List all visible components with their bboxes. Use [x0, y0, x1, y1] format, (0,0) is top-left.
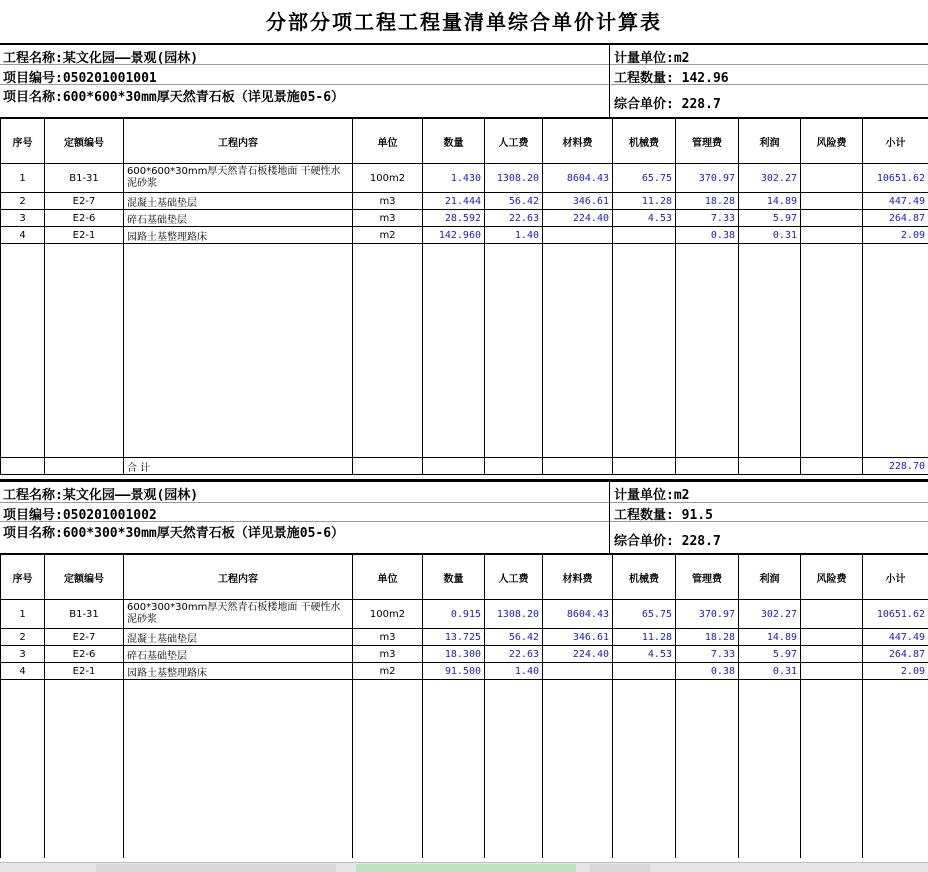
empty-cell[interactable] [676, 458, 739, 475]
cell-subtotal[interactable]: 447.49 [863, 629, 928, 646]
cell-profit[interactable]: 0.31 [739, 663, 801, 680]
cell-code[interactable]: E2-7 [45, 629, 124, 646]
col-header: 定额编号 [45, 119, 124, 164]
empty-cell[interactable] [863, 680, 928, 858]
empty-cell[interactable] [801, 458, 863, 475]
cell-code[interactable]: E2-6 [45, 210, 124, 227]
cell-unit[interactable]: 100m2 [353, 164, 423, 193]
cell-no[interactable]: 1 [1, 164, 45, 193]
table-row [1, 646, 928, 663]
cell-mgmt[interactable]: 0.38 [676, 227, 739, 244]
cell-labor[interactable]: 1.40 [485, 663, 543, 680]
table-row [1, 210, 928, 227]
col-header: 数量 [423, 119, 485, 164]
work-quantity: 工程数量: 91.5 [614, 504, 713, 523]
cell-unit[interactable]: m3 [353, 646, 423, 663]
cell-machine[interactable]: 65.75 [613, 600, 676, 629]
cell-content[interactable]: 园路土基整理路床 [124, 227, 353, 244]
col-header: 利润 [739, 119, 801, 164]
cell-profit[interactable]: 0.31 [739, 227, 801, 244]
cell-labor[interactable]: 22.63 [485, 646, 543, 663]
table-row [1, 227, 928, 244]
cell-mgmt[interactable]: 0.38 [676, 663, 739, 680]
cell-mgmt[interactable]: 18.28 [676, 193, 739, 210]
cell-material[interactable]: 8604.43 [543, 600, 613, 629]
cell-no[interactable]: 4 [1, 663, 45, 680]
empty-cell[interactable] [353, 244, 423, 458]
total-row [1, 458, 928, 475]
empty-cell[interactable] [423, 458, 485, 475]
empty-cell[interactable] [124, 244, 353, 458]
cell-machine[interactable] [613, 663, 676, 680]
empty-cell[interactable] [485, 458, 543, 475]
col-header: 机械费 [613, 555, 676, 600]
empty-cell[interactable] [45, 458, 124, 475]
cell-content[interactable]: 碎石基础垫层 [124, 646, 353, 663]
cell-unit[interactable]: m3 [353, 629, 423, 646]
cell-content[interactable]: 600*300*30mm厚天然青石板楼地面 干硬性水泥砂浆 [124, 600, 353, 629]
cell-qty[interactable]: 142.960 [423, 227, 485, 244]
col-header: 单位 [353, 555, 423, 600]
cell-risk[interactable] [801, 600, 863, 629]
empty-cell[interactable] [543, 244, 613, 458]
cell-mgmt[interactable]: 7.33 [676, 210, 739, 227]
empty-cell[interactable] [613, 244, 676, 458]
cell-no[interactable]: 2 [1, 629, 45, 646]
header-border-top [0, 43, 928, 45]
empty-row [1, 680, 928, 858]
cell-mgmt[interactable]: 370.97 [676, 600, 739, 629]
col-header: 人工费 [485, 555, 543, 600]
cell-unit[interactable]: m2 [353, 663, 423, 680]
cell-risk[interactable] [801, 193, 863, 210]
cell-labor[interactable]: 1308.20 [485, 164, 543, 193]
cell-subtotal[interactable]: 264.87 [863, 210, 928, 227]
cell-profit[interactable]: 302.27 [739, 164, 801, 193]
cell-profit[interactable]: 302.27 [739, 600, 801, 629]
col-header: 单位 [353, 119, 423, 164]
empty-cell[interactable] [45, 244, 124, 458]
table-header-row [1, 119, 928, 164]
empty-cell[interactable] [676, 680, 739, 858]
col-header: 管理费 [676, 119, 739, 164]
cell-subtotal[interactable]: 264.87 [863, 646, 928, 663]
cell-machine[interactable]: 65.75 [613, 164, 676, 193]
table-header-row [1, 555, 928, 600]
cell-profit[interactable]: 5.97 [739, 646, 801, 663]
comprehensive-unit-price: 综合单价: 228.7 [614, 530, 721, 549]
col-header: 人工费 [485, 119, 543, 164]
cell-content[interactable]: 混凝土基础垫层 [124, 193, 353, 210]
empty-cell[interactable] [45, 680, 124, 858]
cell-unit[interactable]: m2 [353, 227, 423, 244]
cell-subtotal[interactable]: 2.09 [863, 663, 928, 680]
col-header: 工程内容 [124, 119, 353, 164]
cell-material[interactable]: 346.61 [543, 193, 613, 210]
cell-no[interactable]: 4 [1, 227, 45, 244]
empty-cell[interactable] [485, 680, 543, 858]
cell-material[interactable] [543, 663, 613, 680]
cell-machine[interactable]: 4.53 [613, 646, 676, 663]
empty-cell[interactable] [1, 680, 45, 858]
item-code: 项目编号:050201001001 [3, 67, 157, 86]
empty-cell[interactable] [353, 680, 423, 858]
cell-qty[interactable]: 91.500 [423, 663, 485, 680]
cell-qty[interactable]: 21.444 [423, 193, 485, 210]
cell-risk[interactable] [801, 646, 863, 663]
cell-code[interactable]: E2-7 [45, 193, 124, 210]
empty-row [1, 244, 928, 458]
cell-mgmt[interactable]: 7.33 [676, 646, 739, 663]
table-row [1, 600, 928, 629]
cell-labor[interactable]: 56.42 [485, 193, 543, 210]
cell-subtotal[interactable]: 2.09 [863, 227, 928, 244]
cell-subtotal[interactable]: 447.49 [863, 193, 928, 210]
cell-code[interactable]: E2-1 [45, 663, 124, 680]
col-header: 小计 [863, 119, 928, 164]
cell-profit[interactable]: 5.97 [739, 210, 801, 227]
col-header: 材料费 [543, 119, 613, 164]
empty-cell[interactable] [676, 244, 739, 458]
measure-unit: 计量单位:m2 [614, 47, 689, 66]
cell-unit[interactable]: 100m2 [353, 600, 423, 629]
cell-content[interactable]: 园路土基整理路床 [124, 663, 353, 680]
cell-code[interactable]: B1-31 [45, 600, 124, 629]
item-name: 项目名称:600*300*30mm厚天然青石板（详见景施05-6） [3, 522, 344, 541]
empty-cell[interactable] [423, 680, 485, 858]
cell-content[interactable]: 碎石基础垫层 [124, 210, 353, 227]
cell-labor[interactable]: 1308.20 [485, 600, 543, 629]
section-separator [0, 479, 928, 482]
cell-qty[interactable]: 18.300 [423, 646, 485, 663]
empty-cell[interactable] [613, 680, 676, 858]
cell-machine[interactable]: 4.53 [613, 210, 676, 227]
project-name: 工程名称:某文化园——景观(园林) [3, 47, 198, 66]
col-header: 材料费 [543, 555, 613, 600]
cell-profit[interactable]: 14.89 [739, 193, 801, 210]
cell-content[interactable]: 混凝土基础垫层 [124, 629, 353, 646]
empty-cell[interactable] [801, 244, 863, 458]
cell-material[interactable]: 346.61 [543, 629, 613, 646]
calc-table-2 [0, 555, 928, 858]
empty-cell[interactable] [801, 680, 863, 858]
item-code: 项目编号:050201001002 [3, 504, 157, 523]
empty-cell[interactable] [124, 680, 353, 858]
cell-labor[interactable]: 22.63 [485, 210, 543, 227]
empty-cell[interactable] [739, 458, 801, 475]
cell-code[interactable]: E2-6 [45, 646, 124, 663]
col-header: 风险费 [801, 119, 863, 164]
col-header: 数量 [423, 555, 485, 600]
cell-labor[interactable]: 56.42 [485, 629, 543, 646]
cell-subtotal[interactable]: 10651.62 [863, 600, 928, 629]
cell-mgmt[interactable]: 370.97 [676, 164, 739, 193]
cell-material[interactable]: 8604.43 [543, 164, 613, 193]
empty-cell[interactable] [1, 244, 45, 458]
item-name: 项目名称:600*600*30mm厚天然青石板（详见景施05-6） [3, 86, 344, 105]
col-header: 小计 [863, 555, 928, 600]
cell-risk[interactable] [801, 164, 863, 193]
empty-cell[interactable] [739, 680, 801, 858]
empty-cell[interactable] [543, 680, 613, 858]
cell-machine[interactable] [613, 227, 676, 244]
header-divider [609, 482, 610, 554]
table-row [1, 164, 928, 193]
cell-content[interactable]: 600*600*30mm厚天然青石板楼地面 干硬性水泥砂浆 [124, 164, 353, 193]
cell-no[interactable]: 3 [1, 210, 45, 227]
table-row [1, 193, 928, 210]
cell-risk[interactable] [801, 663, 863, 680]
cell-mgmt[interactable]: 18.28 [676, 629, 739, 646]
cell-qty[interactable]: 28.592 [423, 210, 485, 227]
cell-code[interactable]: E2-1 [45, 227, 124, 244]
cell-unit[interactable]: m3 [353, 193, 423, 210]
col-header: 工程内容 [124, 555, 353, 600]
empty-cell[interactable] [613, 458, 676, 475]
col-header: 利润 [739, 555, 801, 600]
cell-qty[interactable]: 13.725 [423, 629, 485, 646]
cell-material[interactable]: 224.40 [543, 210, 613, 227]
cell-no[interactable]: 2 [1, 193, 45, 210]
col-header: 管理费 [676, 555, 739, 600]
cell-unit[interactable]: m3 [353, 210, 423, 227]
table-row [1, 629, 928, 646]
table-row [1, 663, 928, 680]
work-quantity: 工程数量: 142.96 [614, 67, 729, 86]
col-header: 序号 [1, 555, 45, 600]
col-header: 机械费 [613, 119, 676, 164]
cell-risk[interactable] [801, 210, 863, 227]
project-name: 工程名称:某文化园——景观(园林) [3, 484, 198, 503]
cell-machine[interactable]: 11.28 [613, 193, 676, 210]
cell-subtotal[interactable]: 10651.62 [863, 164, 928, 193]
total-label[interactable]: 合 计 [124, 458, 353, 475]
col-header: 序号 [1, 119, 45, 164]
cell-machine[interactable]: 11.28 [613, 629, 676, 646]
cell-qty[interactable]: 1.430 [423, 164, 485, 193]
cell-qty[interactable]: 0.915 [423, 600, 485, 629]
empty-cell[interactable] [1, 458, 45, 475]
cell-material[interactable] [543, 227, 613, 244]
cell-no[interactable]: 3 [1, 646, 45, 663]
calc-table-1 [0, 119, 928, 475]
empty-cell[interactable] [423, 244, 485, 458]
header-divider [609, 44, 610, 118]
empty-cell[interactable] [543, 458, 613, 475]
col-header: 定额编号 [45, 555, 124, 600]
comprehensive-unit-price: 综合单价: 228.7 [614, 93, 721, 112]
col-header: 风险费 [801, 555, 863, 600]
measure-unit: 计量单位:m2 [614, 484, 689, 503]
cell-code[interactable]: B1-31 [45, 164, 124, 193]
empty-cell[interactable] [485, 244, 543, 458]
cell-risk[interactable] [801, 629, 863, 646]
empty-cell[interactable] [353, 458, 423, 475]
cell-material[interactable]: 224.40 [543, 646, 613, 663]
cell-labor[interactable]: 1.40 [485, 227, 543, 244]
cell-risk[interactable] [801, 227, 863, 244]
empty-cell[interactable] [739, 244, 801, 458]
sheet-title: 分部分项工程工程量清单综合单价计算表 [0, 6, 928, 35]
total-value[interactable]: 228.70 [863, 458, 928, 475]
cell-profit[interactable]: 14.89 [739, 629, 801, 646]
cell-no[interactable]: 1 [1, 600, 45, 629]
empty-cell[interactable] [863, 244, 928, 458]
